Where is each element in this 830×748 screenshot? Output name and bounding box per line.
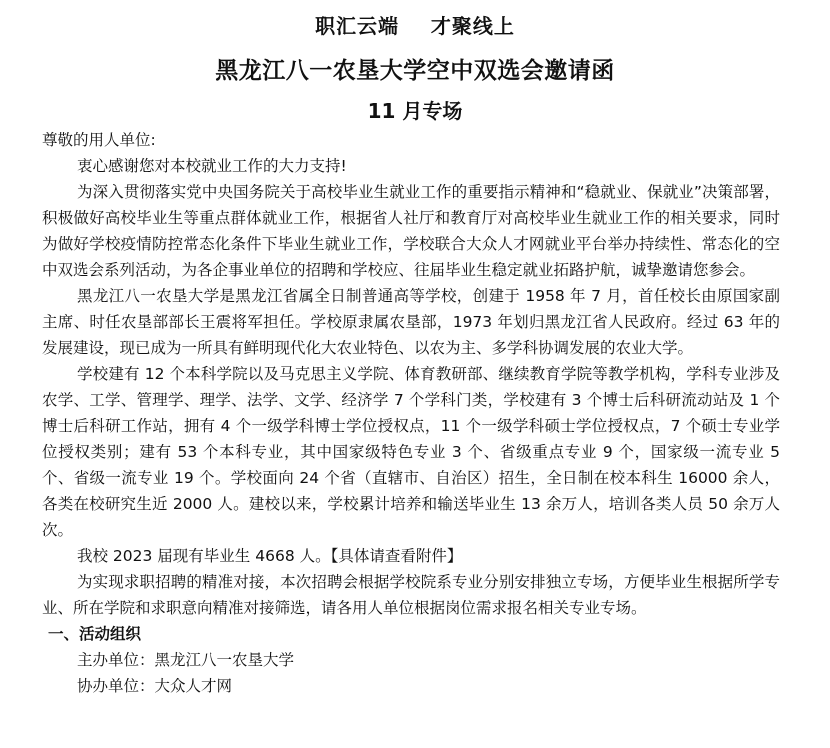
paragraph-university-scale: 学校建有 12 个本科学院以及马克思主义学院、体育教研部、继续教育学院等教学机构，学科专业涉及农学、工学、管理学、理学、法学、文学、经济学 7 个学科门类，学校建有 3 个博士后科研流动站及 1 个博士后科研工作站，拥有 4 个一级学科博士学位授权点，11 个一级学科硕士学位授权点，7 个硕士专业学位授权类别；建有 53 个本科专业，其中国家级特色专业 3 个、省级重点专业 9 个，国家级一流专业 5 个、省级一流专业 19 个。学校面向 24 个省（直辖市、自治区）招生，全日制在校本科生 16000 余人，各类在校研究生近 2000 人。建校以来，学校累计培养和输送毕业生 13 余万人，培训各类人员 50 余万人次。 — [42, 365, 780, 539]
tagline: 职汇云端 才聚线上 — [315, 14, 515, 38]
host-organizer: 主办单位：黑龙江八一农垦大学 — [77, 651, 295, 669]
paragraph-graduates: 我校 2023 届现有毕业生 4668 人。【具体请查看附件】 — [77, 547, 463, 565]
co-organizer: 协办单位：大众人才网 — [77, 677, 233, 695]
paragraph-matching: 为实现求职招聘的精准对接，本次招聘会根据学校院系专业分别安排独立专场，方便毕业生根据所学专业、所在学院和求职意向精准对接筛选，请各用人单位根据岗位需求报名相关专业专场。 — [42, 573, 780, 617]
document-title: 黑龙江八一农垦大学空中双选会邀请函 — [215, 58, 615, 84]
paragraph-university-intro: 黑龙江八一农垦大学是黑龙江省属全日制普通高等学校，创建于 1958 年 7 月，首任校长由原国家副主席、时任农垦部部长王震将军担任。学校原隶属农垦部，1973 年划归黑龙江省人民政府。经过 63 年的发展建设，现已成为一所具有鲜明现代化大农业特色、以农为主、多学科协调发展的农业大学。 — [42, 287, 780, 357]
salutation: 尊敬的用人单位: — [42, 131, 156, 149]
paragraph-purpose: 为深入贯彻落实党中央国务院关于高校毕业生就业工作的重要指示精神和“稳就业、保就业”决策部署，积极做好高校毕业生等重点群体就业工作，根据省人社厅和教育厅对高校毕业生就业工作的相关要求，同时为做好学校疫情防控常态化条件下毕业生就业工作，学校联合大众人才网就业平台举办持续性、常态化的空中双选会系列活动，为各企事业单位的招聘和学校应、往届毕业生稳定就业拓路护航，诚挚邀请您参会。 — [42, 183, 780, 279]
section-heading-organization: 一、活动组织 — [48, 625, 142, 643]
letter-body — [42, 127, 780, 699]
document-subtitle: 11 月专场 — [367, 99, 463, 123]
paragraph-thanks: 衷心感谢您对本校就业工作的大力支持! — [77, 157, 347, 175]
